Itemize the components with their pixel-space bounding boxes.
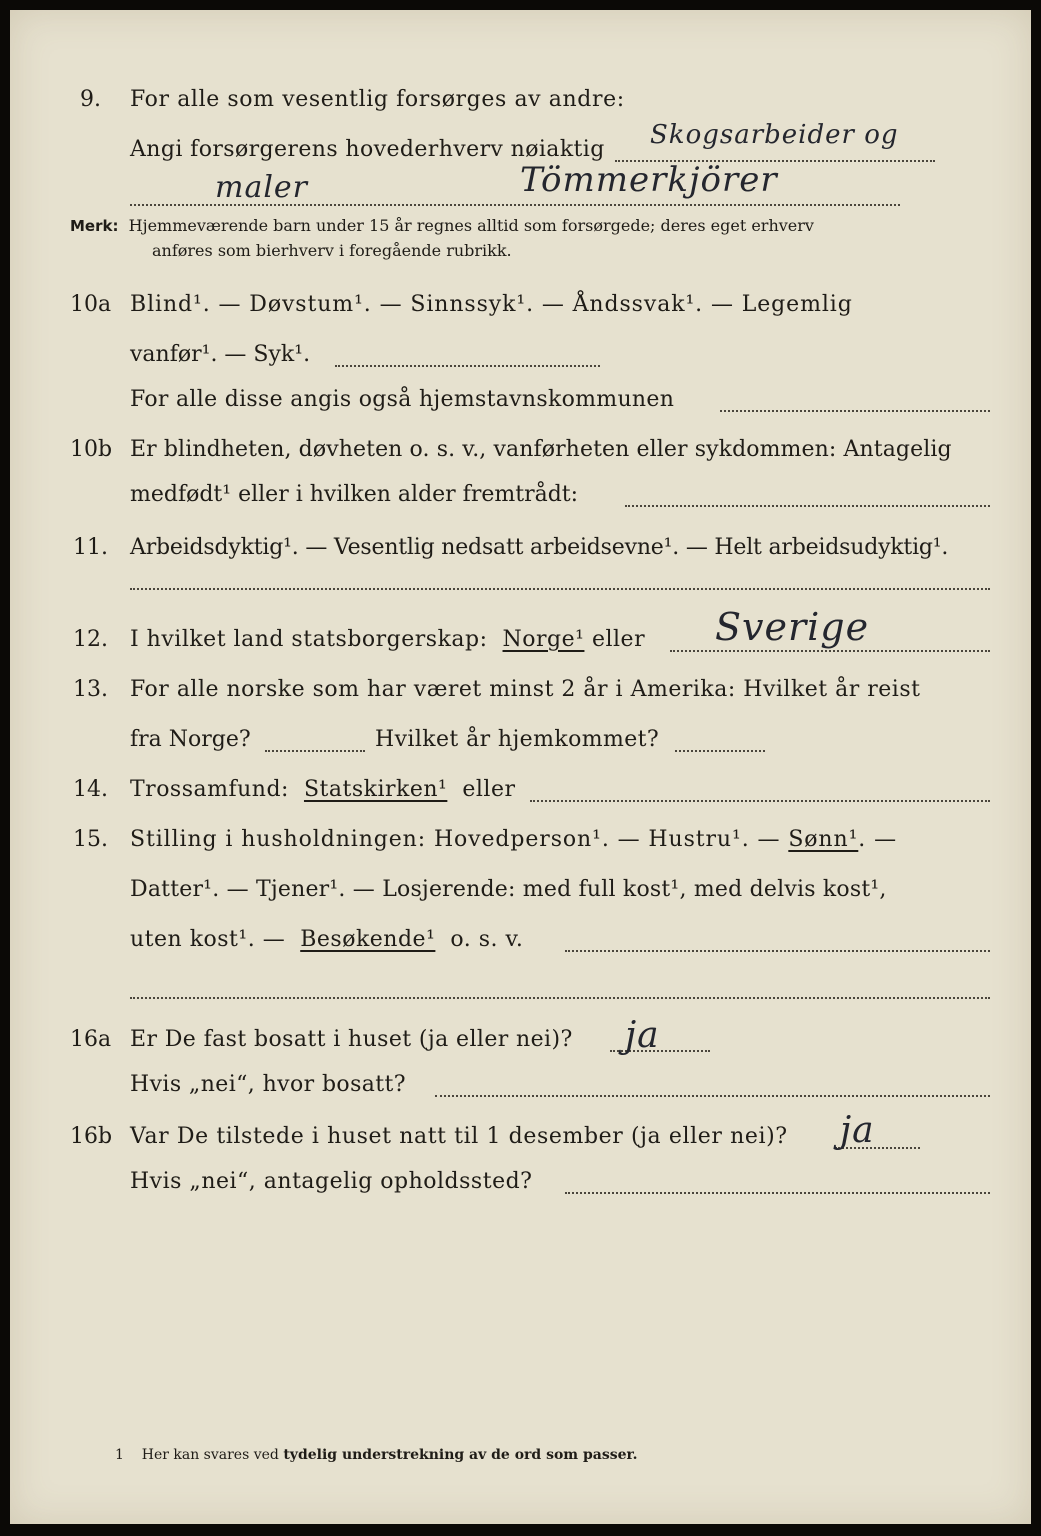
q13-hjemkommet-line [675,750,765,752]
footnote-mark: 1 [115,1447,124,1463]
q15-line2: Datter¹. — Tjener¹. — Losjerende: med full kost¹, med delvis kost¹, [130,877,887,902]
q16a-number: 16a [70,1027,112,1052]
q14-eller: eller [462,777,516,802]
q14-statskirken: Statskirken¹ [303,777,448,802]
q9-line1: For alle som vesentlig forsørges av andre: [130,87,625,112]
q11-number: 11. [73,535,108,560]
q15-line1 [130,825,897,855]
footnote-text-b: tydelig understrekning av de ord som passer. [283,1447,638,1463]
q15-blank-line [130,997,990,999]
q11-line1: Arbeidsdyktig¹. — Vesentlig nedsatt arbeidsevne¹. — Helt arbeidsudyktig¹. [130,535,949,560]
q10b-line2: medfødt¹ eller i hvilken alder fremtrådt: [130,482,579,507]
q12-handwritten-answer: Sverige [715,605,870,649]
q14-line [130,775,516,805]
q14-answer-line [530,800,990,802]
q16a-line1: Er De fast bosatt i huset (ja eller nei)? [130,1027,573,1052]
q11-blank-line [130,588,990,590]
q16a-bosatt-line [435,1095,990,1097]
merk-line1 [70,215,814,237]
q9-handwritten-answer2a: maler [215,170,309,205]
q10a-syk-line [335,365,600,367]
q16b-line1: Var De tilstede i huset natt til 1 desember (ja eller nei)? [130,1124,788,1149]
q9-number: 9. [80,87,101,112]
q14-prefix: Trossamfund: [130,777,289,802]
census-form-page [10,10,1031,1524]
q16b-opholdssted-line [565,1192,990,1194]
q10b-alder-line [625,505,990,507]
q10a-line3: For alle disse angis også hjemstavnskommunen [130,387,675,412]
q16a-line2: Hvis „nei“, hvor bosatt? [130,1072,406,1097]
q15-number: 15. [73,827,108,852]
q15-line1b: . — [858,827,897,852]
footnote [115,1445,637,1465]
q15-sonn: Sønn¹ [788,827,859,852]
q10a-line1: Blind¹. — Døvstum¹. — Sinnssyk¹. — Åndssvak¹. — Legemlig [130,292,853,317]
q12-eller: eller [591,627,646,652]
q13-line2b: Hvilket år hjemkommet? [375,727,660,752]
q9-handwritten-answer2b: Tömmerkjörer [520,160,778,200]
q15-answer-line [565,950,990,952]
footnote-text-a: Her kan svares ved [141,1447,279,1463]
q12-line [130,625,645,655]
q15-line3b: o. s. v. [450,927,524,952]
q10a-number: 10a [70,292,112,317]
q16b-handwritten-answer: ja [840,1110,875,1151]
q9-line2: Angi forsørgerens hovederhverv nøiaktig [130,137,605,162]
merk-line2: anføres som bierhverv i foregående rubrikk. [152,241,512,260]
q15-line3 [130,925,523,955]
q16b-number: 16b [70,1124,113,1149]
q13-line2a: fra Norge? [130,727,251,752]
merk-label: Merk: [70,217,119,235]
q15-besokende: Besøkende¹ [300,927,436,952]
merk-text1: Hjemmeværende barn under 15 år regnes alltid som forsørgede; deres eget erhverv [128,216,814,235]
q9-handwritten-answer1: Skogsarbeider og [650,120,899,150]
q13-number: 13. [73,677,108,702]
q10b-line1: Er blindheten, døvheten o. s. v., vanførheten eller sykdommen: Antagelig [130,437,952,462]
q13-line1: For alle norske som har været minst 2 år i Amerika: Hvilket år reist [130,677,921,702]
q16a-handwritten-answer: ja [625,1015,660,1056]
q10b-number: 10b [70,437,113,462]
q10a-line2: vanfør¹. — Syk¹. [130,342,311,367]
q12-prefix: I hvilket land statsborgerskap: [130,627,488,652]
q12-number: 12. [73,627,108,652]
q14-number: 14. [73,777,108,802]
q10a-kommune-line [720,410,990,412]
q16b-line2: Hvis „nei“, antagelig opholdssted? [130,1169,533,1194]
q15-line3a: uten kost¹. — [130,927,286,952]
q12-answer-line [670,650,990,652]
q13-reist-line [265,750,365,752]
q12-norge: Norge¹ [502,627,585,652]
q15-line1a: Stilling i husholdningen: Hovedperson¹. — Hustru¹. — [130,827,781,852]
